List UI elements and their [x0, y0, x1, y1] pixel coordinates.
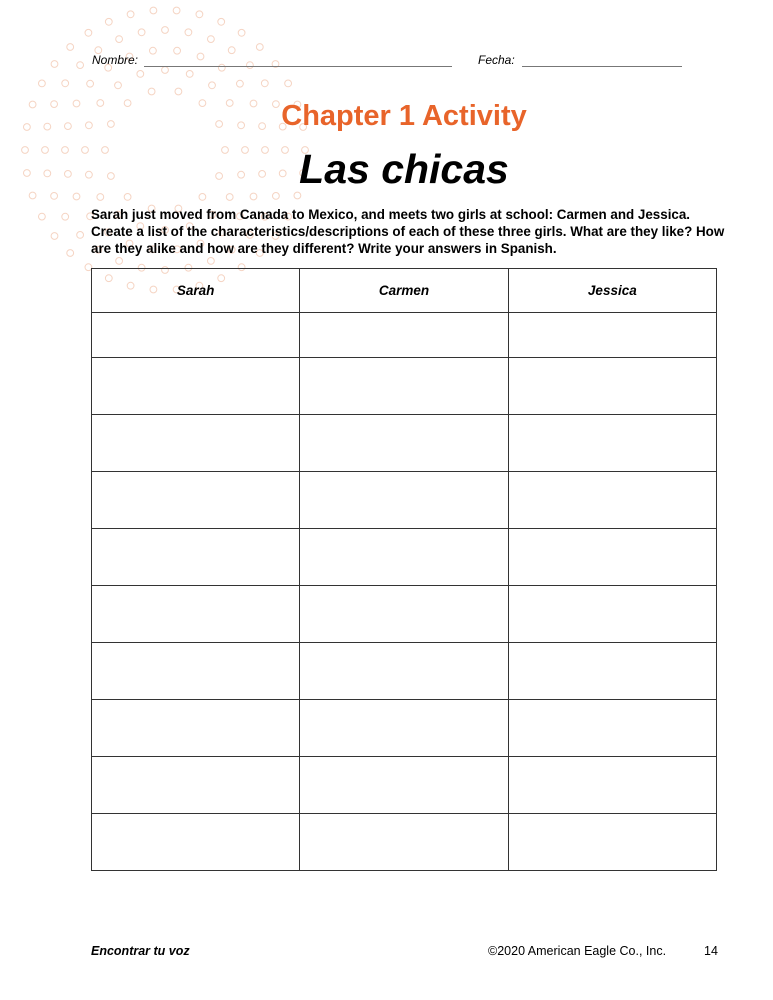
fecha-field[interactable] [522, 66, 682, 67]
answer-cell-jessica[interactable] [508, 814, 716, 871]
page-number: 14 [704, 944, 718, 958]
column-header-carmen: Carmen [300, 269, 508, 313]
table-row [92, 643, 717, 700]
answer-cell-carmen[interactable] [300, 700, 508, 757]
answer-cell-sarah[interactable] [92, 586, 300, 643]
answer-cell-sarah[interactable] [92, 529, 300, 586]
book-title: Encontrar tu voz [91, 944, 190, 958]
answer-rows [92, 313, 717, 871]
answer-cell-sarah[interactable] [92, 700, 300, 757]
answer-cell-carmen[interactable] [300, 313, 508, 358]
answer-cell-jessica[interactable] [508, 586, 716, 643]
answer-table [91, 268, 717, 871]
answer-cell-carmen[interactable] [300, 757, 508, 814]
answer-cell-jessica[interactable] [508, 700, 716, 757]
fecha-label: Fecha: [478, 53, 515, 67]
answer-cell-carmen[interactable] [300, 472, 508, 529]
table-row [92, 415, 717, 472]
instructions: Sarah just moved from Canada to Mexico, and meets two girls at school: Carmen and Jessica. Create a list of the characteristics/descriptions of each of these three girls. What are they like? How are they alike and how are they different? Write your answers in Spanish. [91, 207, 725, 256]
column-header-sarah: Sarah [92, 269, 300, 313]
answer-cell-sarah[interactable] [92, 313, 300, 358]
answer-cell-sarah[interactable] [92, 757, 300, 814]
answer-cell-jessica[interactable] [508, 529, 716, 586]
table-row [92, 700, 717, 757]
answer-cell-carmen[interactable] [300, 814, 508, 871]
answer-cell-jessica[interactable] [508, 313, 716, 358]
answer-cell-carmen[interactable] [300, 586, 508, 643]
copyright: ©2020 American Eagle Co., Inc. [488, 944, 667, 958]
table-row [92, 358, 717, 415]
nombre-label: Nombre: [92, 53, 139, 67]
name-date-header [92, 53, 692, 71]
answer-cell-carmen[interactable] [300, 415, 508, 472]
table-row [92, 757, 717, 814]
answer-cell-sarah[interactable] [92, 358, 300, 415]
table-row [92, 586, 717, 643]
table-row [92, 529, 717, 586]
answer-cell-sarah[interactable] [92, 472, 300, 529]
table-row [92, 472, 717, 529]
chapter-title: Chapter 1 Activity [281, 100, 527, 132]
answer-cell-carmen[interactable] [300, 358, 508, 415]
table-row [92, 814, 717, 871]
answer-cell-jessica[interactable] [508, 643, 716, 700]
page-title: Las chicas [299, 146, 509, 192]
answer-cell-sarah[interactable] [92, 415, 300, 472]
answer-cell-sarah[interactable] [92, 643, 300, 700]
nombre-field[interactable] [144, 66, 452, 67]
answer-cell-jessica[interactable] [508, 415, 716, 472]
answer-cell-carmen[interactable] [300, 529, 508, 586]
answer-cell-jessica[interactable] [508, 472, 716, 529]
answer-cell-carmen[interactable] [300, 643, 508, 700]
column-header-jessica: Jessica [508, 269, 716, 313]
table-row [92, 313, 717, 358]
answer-cell-jessica[interactable] [508, 757, 716, 814]
table-header-row [92, 269, 717, 313]
answer-cell-sarah[interactable] [92, 814, 300, 871]
answer-cell-jessica[interactable] [508, 358, 716, 415]
